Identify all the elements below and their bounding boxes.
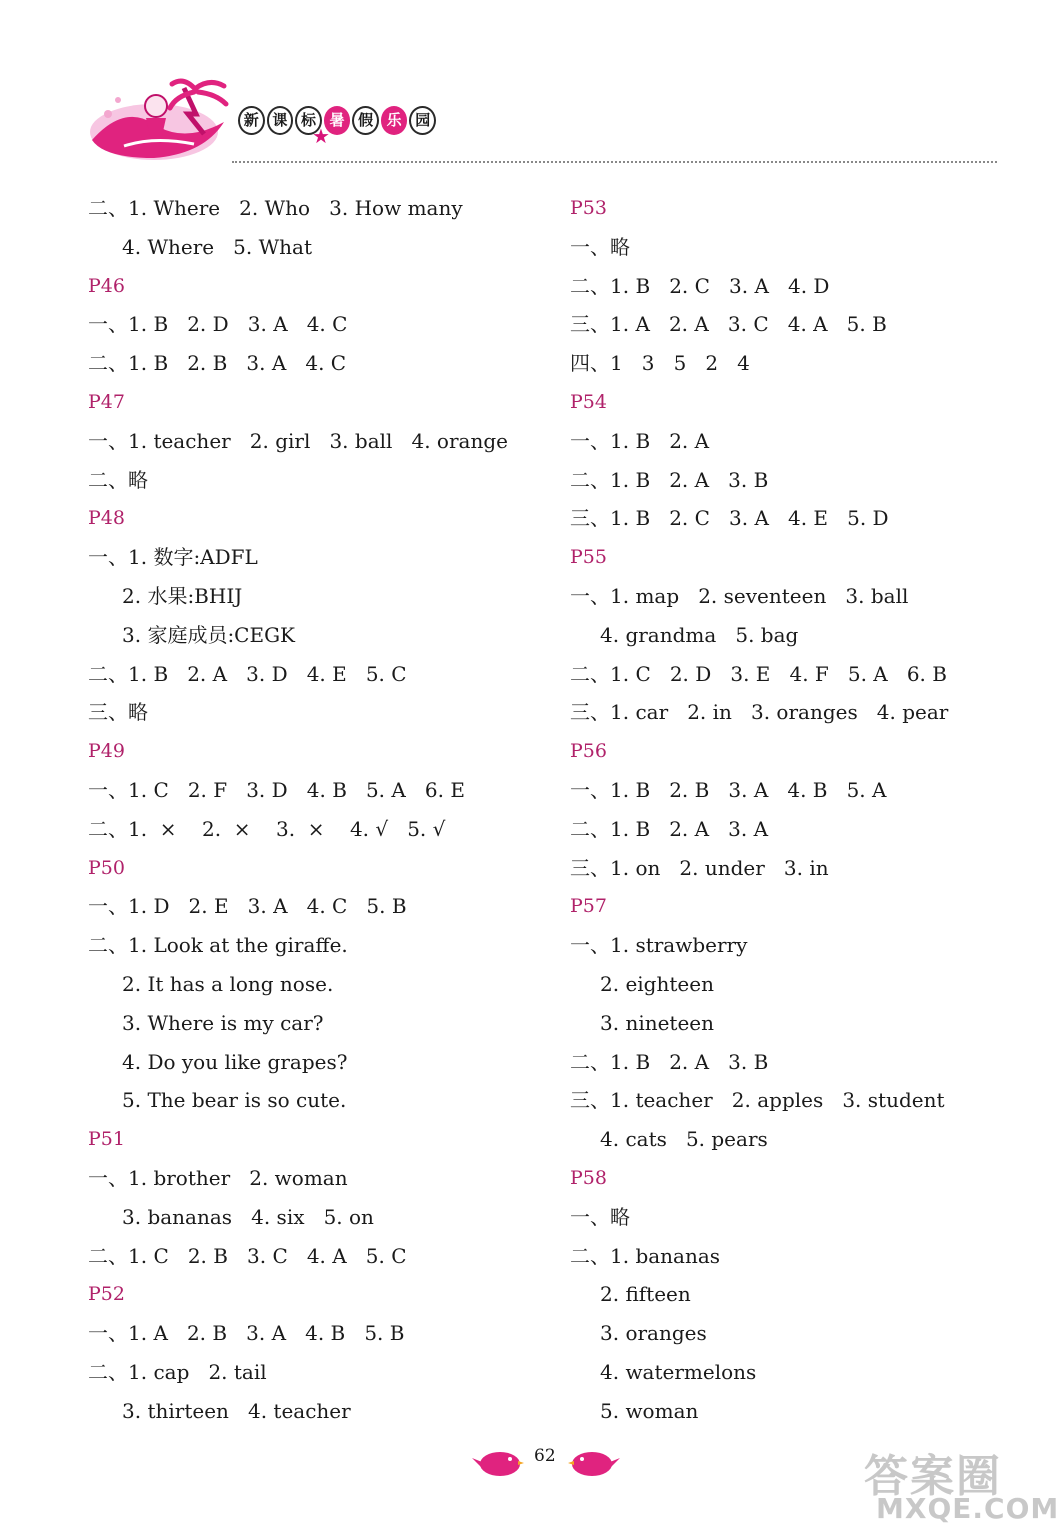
title-char: 标: [295, 106, 322, 135]
page-label: P54: [570, 390, 607, 413]
answer-line: 二、1. B 2. A 3. B: [570, 467, 769, 492]
answer-line: 3. oranges: [600, 1321, 707, 1346]
answer-line: 4. Where 5. What: [122, 234, 313, 259]
page-label: P53: [570, 197, 607, 219]
answer-line: 4. Do you like grapes?: [122, 1049, 348, 1074]
answer-line: 一、1. A 2. B 3. A 4. B 5. B: [88, 1321, 405, 1346]
page-label: P52: [88, 1283, 125, 1306]
answer-line: 二、1. × 2. × 3. × 4. √ 5. √: [88, 816, 446, 841]
answer-line: 一、1. C 2. F 3. D 4. B 5. A 6. E: [88, 777, 465, 802]
title-char: 园: [409, 106, 436, 135]
answer-line: 2. fifteen: [600, 1282, 691, 1307]
answer-line: 二、1. B 2. A 3. A: [570, 816, 769, 841]
answer-line: 二、1. B 2. C 3. A 4. D: [570, 273, 830, 298]
page-label: P51: [88, 1128, 125, 1151]
watermark-url: MXQE.COM: [876, 1492, 1059, 1525]
answer-line: 二、1. B 2. B 3. A 4. C: [88, 351, 347, 376]
answer-line: 3. thirteen 4. teacher: [122, 1398, 351, 1423]
title-char: 新: [238, 106, 265, 135]
answer-line: 一、略: [570, 1204, 630, 1229]
answer-line: 一、1. map 2. seventeen 3. ball: [570, 583, 909, 608]
header-title: [238, 100, 438, 140]
watermark-logo: [864, 1440, 1059, 1530]
page-header: [0, 0, 1031, 175]
answer-line: 二、略: [88, 467, 148, 492]
answer-line: 二、1. B 2. A 3. D 4. E 5. C: [88, 661, 407, 686]
answer-line: 4. cats 5. pears: [600, 1127, 768, 1152]
answer-line: 4. watermelons: [600, 1359, 757, 1384]
answer-line: 一、1. brother 2. woman: [88, 1165, 348, 1190]
answer-line: 一、1. B 2. D 3. A 4. C: [88, 312, 348, 337]
answer-line: 4. grandma 5. bag: [600, 622, 799, 647]
answer-line: 一、1. 数字:ADFL: [88, 545, 258, 570]
answer-line: 三、1. A 2. A 3. C 4. A 5. B: [570, 312, 887, 337]
page-label: P56: [570, 740, 607, 763]
answer-line: 5. The bear is so cute.: [122, 1088, 347, 1113]
answer-line: 二、1. Look at the giraffe.: [88, 933, 348, 958]
answer-line: 一、1. B 2. A: [570, 428, 710, 453]
page-label: P47: [88, 390, 125, 413]
title-char: 暑: [324, 106, 351, 135]
page-label: P46: [88, 274, 125, 297]
answer-line: 2. 水果:BHIJ: [122, 583, 243, 608]
title-char: 假: [352, 106, 379, 135]
answer-line: 三、1. car 2. in 3. oranges 4. pear: [570, 700, 949, 725]
answer-line: 一、1. D 2. E 3. A 4. C 5. B: [88, 894, 407, 919]
answer-line: 三、1. teacher 2. apples 3. student: [570, 1088, 945, 1113]
answer-column-left: [88, 189, 548, 1431]
answer-line: 3. 家庭成员:CEGK: [122, 622, 295, 647]
answer-line: 三、略: [88, 700, 148, 725]
answer-line: 2. It has a long nose.: [122, 971, 334, 996]
page-label: P57: [570, 895, 607, 918]
answer-column-right: [570, 189, 1010, 1431]
answer-line: 二、1. cap 2. tail: [88, 1359, 267, 1384]
answer-line: 四、1 3 5 2 4: [570, 351, 750, 376]
answer-line: 3. Where is my car?: [122, 1010, 324, 1035]
answer-line: 二、1. bananas: [570, 1243, 721, 1268]
title-char: 课: [267, 106, 294, 135]
answer-line: 二、1. Where 2. Who 3. How many: [88, 196, 463, 220]
answer-line: 二、1. B 2. A 3. B: [570, 1049, 769, 1074]
answer-line: 一、1. teacher 2. girl 3. ball 4. orange: [88, 428, 508, 453]
answer-line: 3. bananas 4. six 5. on: [122, 1204, 374, 1229]
answer-line: 5. woman: [600, 1398, 699, 1423]
title-char: 乐: [381, 106, 408, 135]
answer-line: 三、1. B 2. C 3. A 4. E 5. D: [570, 506, 889, 531]
page-label: P48: [88, 507, 125, 530]
surfing-kid-logo: [84, 74, 234, 166]
answer-line: 一、1. B 2. B 3. A 4. B 5. A: [570, 777, 887, 802]
answer-line: 一、略: [570, 234, 630, 259]
star-icon: ★: [312, 124, 330, 148]
answer-line: 一、1. strawberry: [570, 933, 748, 958]
watermark-title: 答案圈: [864, 1451, 1002, 1502]
answer-line: 3. nineteen: [600, 1010, 715, 1035]
header-divider: [232, 161, 997, 163]
page-label: P55: [570, 546, 607, 569]
page-number: 62: [534, 1446, 556, 1466]
answer-line: 2. eighteen: [600, 971, 714, 996]
page-label: P49: [88, 740, 125, 763]
answer-line: 二、1. C 2. B 3. C 4. A 5. C: [88, 1243, 407, 1268]
answer-line: 二、1. C 2. D 3. E 4. F 5. A 6. B: [570, 661, 947, 686]
page-label: P50: [88, 856, 125, 879]
answer-line: 三、1. on 2. under 3. in: [570, 855, 829, 880]
page-label: P58: [570, 1166, 607, 1189]
